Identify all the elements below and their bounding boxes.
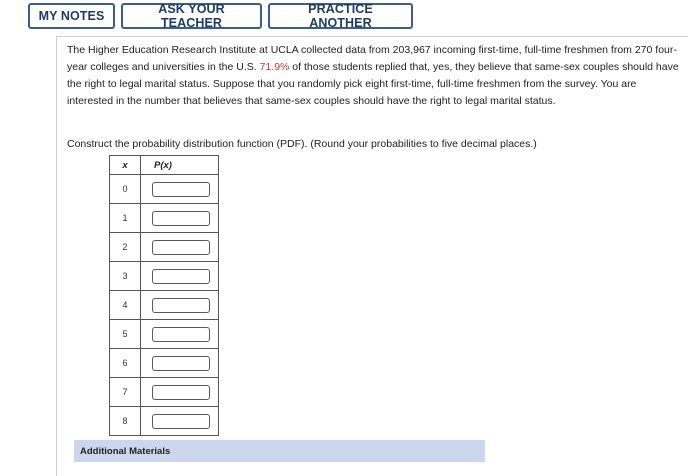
px-answer-input-7[interactable] (152, 385, 210, 400)
x-value-cell: 4 (110, 291, 141, 320)
pdf-table (109, 155, 219, 436)
ask-your-teacher-button[interactable]: ASK YOUR TEACHER (121, 3, 262, 29)
header-x: x (110, 156, 141, 175)
x-value-cell: 2 (110, 233, 141, 262)
x-value-cell: 7 (110, 378, 141, 407)
additional-materials-bar[interactable]: Additional Materials (74, 440, 485, 462)
px-cell (141, 262, 219, 291)
table-header-row (110, 156, 219, 175)
my-notes-button[interactable]: MY NOTES (28, 3, 115, 29)
px-cell (141, 233, 219, 262)
question-text-before: The Higher Education Research Institute at UCLA collected data from 203,967 incoming first-time, full-time freshmen from 270 four-year colleges and universities in the U.S. (67, 44, 677, 73)
table-row (110, 320, 219, 349)
px-answer-input-3[interactable] (152, 269, 210, 284)
instruction-text: Construct the probability distribution function (PDF). (Round your probabilities to five decimal places.) (67, 138, 537, 150)
px-answer-input-1[interactable] (152, 211, 210, 226)
table-row (110, 262, 219, 291)
px-answer-input-8[interactable] (152, 414, 210, 429)
x-value-cell: 1 (110, 204, 141, 233)
table-row (110, 378, 219, 407)
question-text (67, 42, 682, 110)
table-row (110, 349, 219, 378)
px-answer-input-5[interactable] (152, 327, 210, 342)
table-row (110, 204, 219, 233)
x-value-cell: 3 (110, 262, 141, 291)
px-cell (141, 349, 219, 378)
table-row (110, 233, 219, 262)
px-cell (141, 407, 219, 436)
px-answer-input-0[interactable] (152, 182, 210, 197)
px-cell (141, 378, 219, 407)
px-answer-input-4[interactable] (152, 298, 210, 313)
px-answer-input-6[interactable] (152, 356, 210, 371)
table-row (110, 407, 219, 436)
table-row (110, 291, 219, 320)
px-cell (141, 175, 219, 204)
header-px: P(x) (141, 156, 219, 175)
practice-another-button[interactable]: PRACTICE ANOTHER (268, 3, 413, 29)
table-row (110, 175, 219, 204)
toolbar (28, 3, 413, 29)
x-value-cell: 5 (110, 320, 141, 349)
x-value-cell: 6 (110, 349, 141, 378)
px-cell (141, 204, 219, 233)
px-cell (141, 320, 219, 349)
x-value-cell: 0 (110, 175, 141, 204)
question-text-after: of those students replied that, yes, they believe that same-sex couples should have the right to legal marital status. Suppose that you randomly pick eight first-time, full-time freshmen from the survey. You are interested in the number that believes that same-sex couples should have the right to legal marital status. (67, 61, 679, 107)
px-cell (141, 291, 219, 320)
px-answer-input-2[interactable] (152, 240, 210, 255)
x-value-cell: 8 (110, 407, 141, 436)
highlighted-percentage: 71.9% (259, 61, 290, 73)
